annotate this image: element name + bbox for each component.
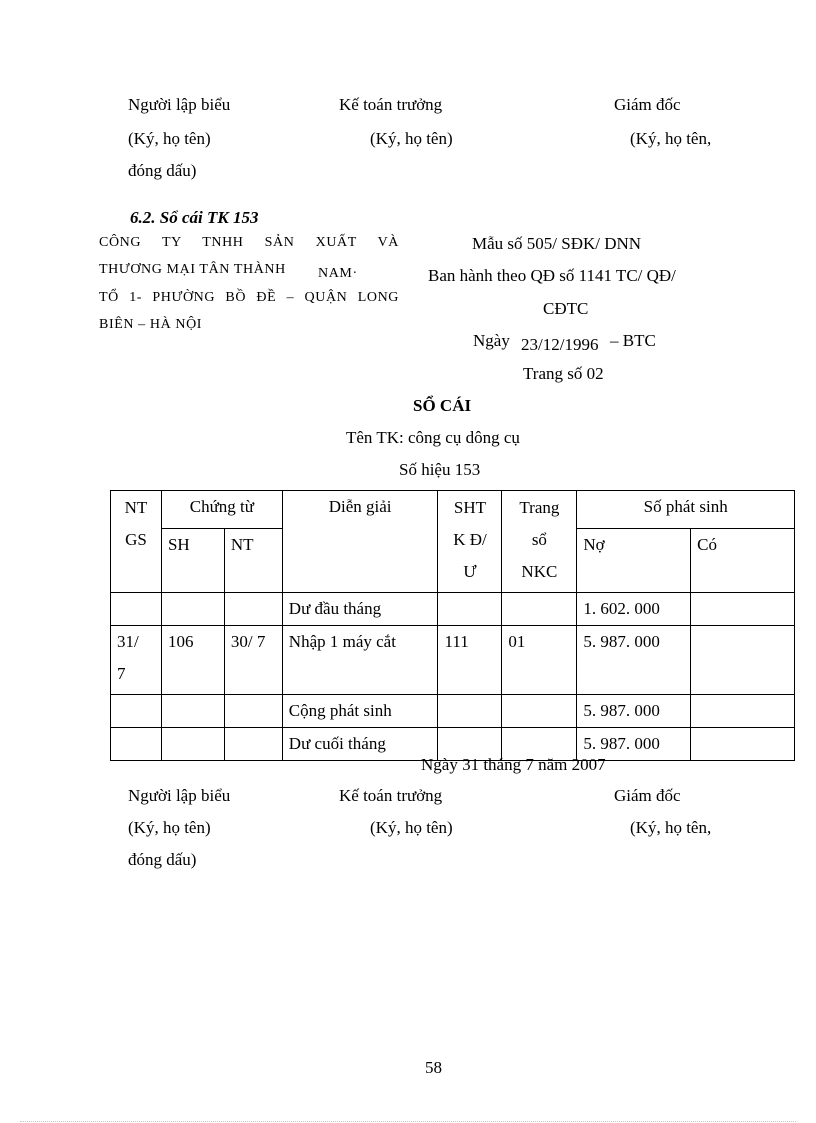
cell-description: Nhập 1 máy cắt <box>282 626 438 695</box>
page-bottom-divider <box>20 1121 796 1122</box>
form-number: Mẫu số 505/ SĐK/ DNN <box>472 234 642 253</box>
header-ntgs-line2: GS <box>125 530 147 549</box>
cell-sht: 111 <box>438 626 502 695</box>
top-director-label: Giám đốc <box>614 95 681 114</box>
ledger-title: SỔ CÁI <box>413 396 472 415</box>
form-date-suffix: – BTC <box>610 331 656 350</box>
company-line-2: THƯƠNG MẠI TÂN THÀNH <box>99 262 286 277</box>
cell-sh <box>161 593 224 626</box>
cell-description: Dư đầu tháng <box>282 593 438 626</box>
header-sht <box>438 491 502 593</box>
company-line-4: BIÊN – HÀ NỘI <box>99 317 203 332</box>
cell-sh <box>161 695 224 728</box>
cell-nt <box>224 593 282 626</box>
header-description: Diễn giải <box>282 491 438 593</box>
header-sht-line2: K Đ/ <box>453 530 487 549</box>
header-ntgs-line1: NT <box>124 498 148 517</box>
cell-credit <box>691 728 795 761</box>
bottom-preparer-sign: (Ký, họ tên) <box>128 818 211 837</box>
cell-description: Dư cuối tháng <box>282 728 438 761</box>
header-sht-line3: Ư <box>463 562 477 581</box>
top-accountant-label: Kế toán trưởng <box>339 95 443 114</box>
cell-ntgs <box>111 626 162 695</box>
form-issued-by-cont: CĐTC <box>543 299 589 318</box>
cell-sh: 106 <box>161 626 224 695</box>
header-page-line1: Trang <box>519 498 560 517</box>
header-row-1 <box>111 491 795 529</box>
cell-ntgs-line2: 7 <box>117 664 126 683</box>
form-date-value: 23/12/1996 <box>521 335 599 354</box>
cell-debit: 5. 987. 000 <box>577 695 691 728</box>
cell-nt: 30/ 7 <box>224 626 282 695</box>
bottom-accountant-label: Kế toán trưởng <box>339 786 443 805</box>
top-director-sign-cont: đóng dấu) <box>128 161 197 180</box>
header-debit: Nợ <box>577 529 691 593</box>
closing-date: Ngày 31 tháng 7 năm 2007 <box>421 755 606 774</box>
form-page-number: Trang số 02 <box>523 364 604 383</box>
company-line-3: TỔ 1- PHƯỜNG BỒ ĐỀ – QUẬN LONG <box>99 290 399 305</box>
cell-credit <box>691 626 795 695</box>
cell-debit: 5. 987. 000 <box>577 728 691 761</box>
cell-page <box>502 593 577 626</box>
bottom-accountant-sign: (Ký, họ tên) <box>370 818 453 837</box>
top-preparer-label: Người lập biểu <box>128 95 231 114</box>
company-line-2b: NAM· <box>318 266 358 281</box>
page-number: 58 <box>425 1058 442 1077</box>
cell-nt <box>224 728 282 761</box>
header-voucher: Chứng từ <box>161 491 282 529</box>
header-sht-line1: SHT <box>453 498 487 517</box>
bottom-director-sign-cont: đóng dấu) <box>128 850 197 869</box>
table-row <box>111 593 795 626</box>
cell-debit: 1. 602. 000 <box>577 593 691 626</box>
top-accountant-sign: (Ký, họ tên) <box>370 129 453 148</box>
bottom-director-label: Giám đốc <box>614 786 681 805</box>
header-page-line3: NKC <box>521 562 558 581</box>
header-credit: Có <box>691 529 795 593</box>
header-page-line2: sổ <box>531 530 547 549</box>
form-issued-by: Ban hành theo QĐ số 1141 TC/ QĐ/ <box>428 266 676 285</box>
section-title: 6.2. Sổ cái TK 153 <box>130 208 259 227</box>
table-row <box>111 626 795 695</box>
account-name: Tên TK: công cụ dông cụ <box>346 428 520 447</box>
cell-nt <box>224 695 282 728</box>
cell-credit <box>691 695 795 728</box>
cell-ntgs <box>111 728 162 761</box>
top-preparer-sign: (Ký, họ tên) <box>128 129 211 148</box>
header-journal-page <box>502 491 577 593</box>
ledger-table <box>110 490 795 761</box>
cell-sht <box>438 695 502 728</box>
header-sh: SH <box>161 529 224 593</box>
header-ntgs <box>111 491 162 593</box>
table-row <box>111 695 795 728</box>
cell-page <box>502 695 577 728</box>
cell-sh <box>161 728 224 761</box>
header-nt: NT <box>224 529 282 593</box>
form-date-label: Ngày <box>473 331 510 350</box>
top-director-sign: (Ký, họ tên, <box>630 129 712 148</box>
cell-ntgs <box>111 593 162 626</box>
cell-credit <box>691 593 795 626</box>
cell-description: Cộng phát sinh <box>282 695 438 728</box>
cell-ntgs <box>111 695 162 728</box>
cell-sht <box>438 593 502 626</box>
cell-debit: 5. 987. 000 <box>577 626 691 695</box>
bottom-preparer-label: Người lập biểu <box>128 786 231 805</box>
bottom-director-sign: (Ký, họ tên, <box>630 818 712 837</box>
cell-page: 01 <box>502 626 577 695</box>
header-amount: Số phát sinh <box>577 491 795 529</box>
account-number: Số hiệu 153 <box>399 460 481 479</box>
cell-ntgs-line1: 31/ <box>117 632 139 651</box>
company-line-1: CÔNG TY TNHH SẢN XUẤT VÀ <box>99 235 399 250</box>
